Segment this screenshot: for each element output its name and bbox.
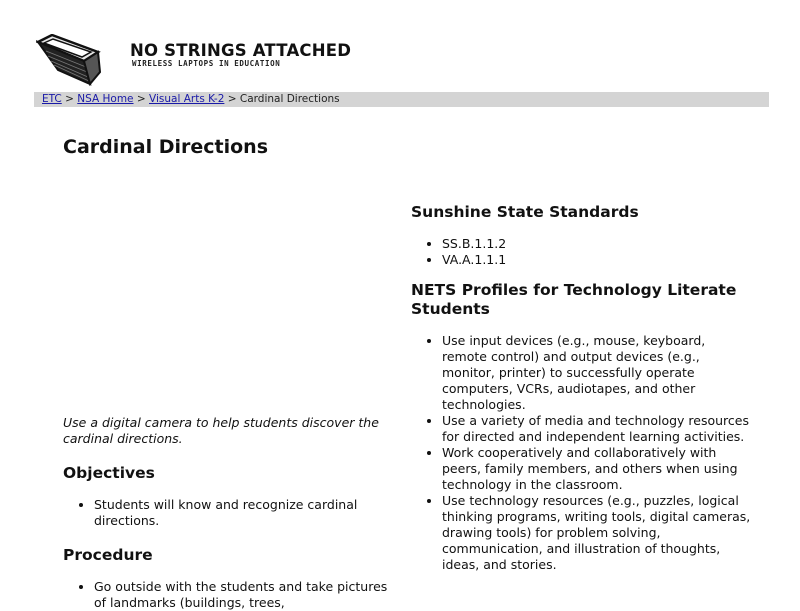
standards-list: [411, 236, 751, 268]
site-header: [36, 34, 352, 90]
list-item: • Go outside with the students and take pictures of landmarks (buildings, trees,: [94, 579, 393, 611]
list-item: • Work cooperatively and collaboratively with peers, family members, and others when using technology in the classroom.: [442, 445, 751, 493]
site-subtitle: WIRELESS LAPTOPS IN EDUCATION: [132, 59, 281, 68]
list-item: • Use input devices (e.g., mouse, keyboard, remote control) and output devices (e.g., monitor, printer) to successfully operate computers, VCRs, audiotapes, and other technologies.: [442, 333, 751, 413]
breadcrumb-current: Cardinal Directions: [239, 93, 340, 105]
breadcrumb-separator: >: [65, 93, 74, 105]
nets-list: [411, 333, 751, 573]
nets-heading: NETS Profiles for Technology Literate Students: [411, 281, 737, 318]
breadcrumb-link-etc[interactable]: ETC: [42, 93, 62, 105]
objectives-list: [63, 497, 393, 529]
procedure-heading: Procedure: [63, 546, 153, 564]
page-title: Cardinal Directions: [63, 136, 269, 158]
list-item: • VA.A.1.1.1: [442, 252, 751, 268]
site-title: NO STRINGS ATTACHED: [130, 41, 352, 60]
breadcrumb: [34, 92, 769, 107]
list-item: • Students will know and recognize cardinal directions.: [94, 497, 393, 529]
objectives-heading: Objectives: [63, 464, 155, 482]
list-item: • Use technology resources (e.g., puzzles, logical thinking programs, writing tools, digital cameras, drawing tools) for problem solving, communication, and illustration of thoughts, ideas, and stories.: [442, 493, 751, 573]
breadcrumb-link-visual-arts[interactable]: Visual Arts K-2: [149, 93, 225, 105]
standards-column: [411, 203, 751, 573]
list-item: • SS.B.1.1.2: [442, 236, 751, 252]
laptop-logo-icon: [36, 34, 128, 90]
breadcrumb-separator: >: [136, 93, 146, 105]
lesson-column: [63, 415, 393, 611]
standards-heading: Sunshine State Standards: [411, 203, 639, 221]
lesson-intro: Use a digital camera to help students discover the cardinal directions.: [63, 415, 379, 446]
breadcrumb-link-nsa-home[interactable]: NSA Home: [77, 93, 134, 105]
procedure-list: [63, 579, 393, 611]
list-item: • Use a variety of media and technology resources for directed and independent learning activities.: [442, 413, 751, 445]
breadcrumb-separator: >: [227, 93, 237, 105]
